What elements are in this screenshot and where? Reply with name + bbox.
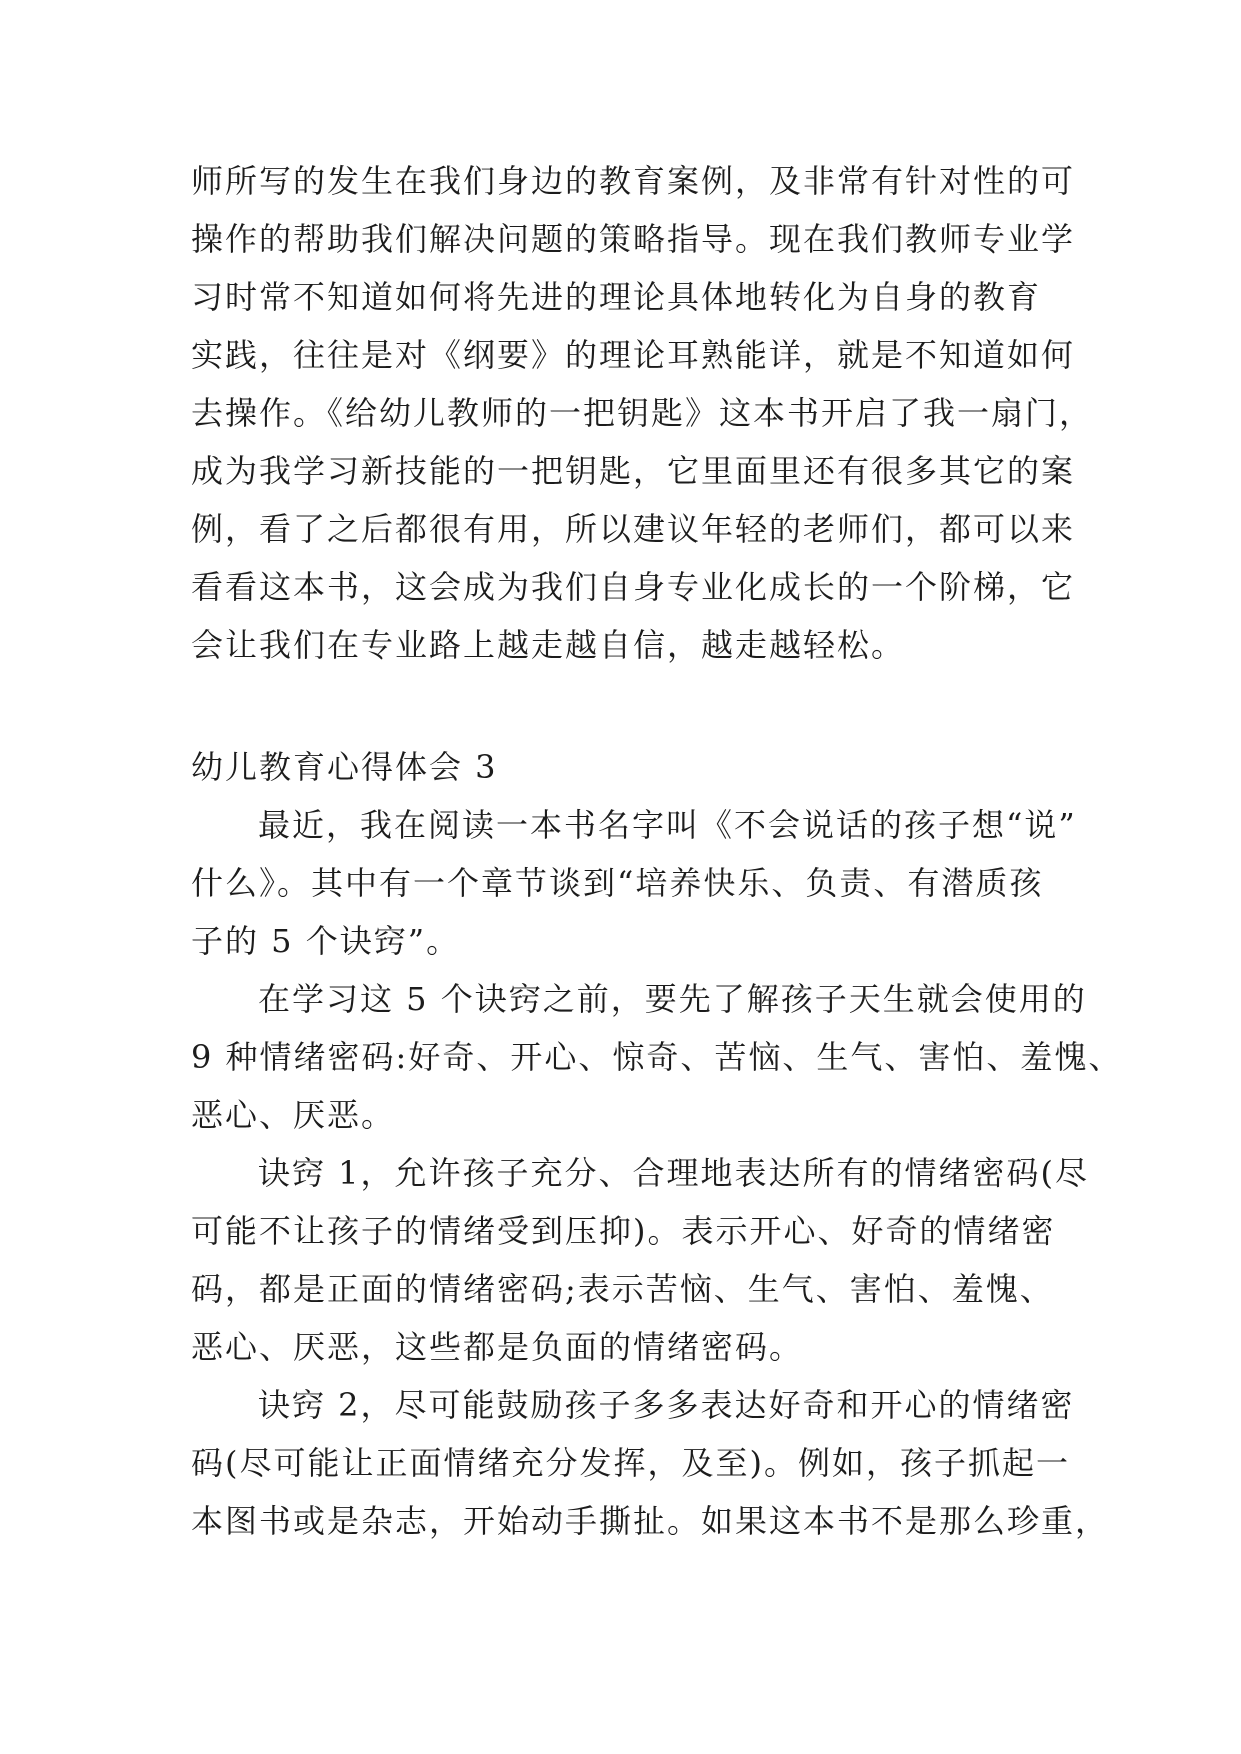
text-line: 例，看了之后都很有用，所以建议年轻的老师们，都可以来 [191,510,1076,548]
text-line: 9 种情绪密码:好奇、开心、惊奇、苦恼、生气、害怕、羞愧、 [191,1038,1123,1076]
section-body [191,796,1123,1550]
text-line: 会让我们在专业路上越走越自信，越走越轻松。 [191,626,906,664]
text-line: 码，都是正面的情绪密码;表示苦恼、生气、害怕、羞愧、 [191,1270,1054,1308]
text-line: 恶心、厌恶，这些都是负面的情绪密码。 [191,1328,804,1366]
text-line: 恶心、厌恶。 [191,1096,396,1134]
text-line: 成为我学习新技能的一把钥匙，它里面里还有很多其它的案 [191,452,1076,490]
paragraph-first-line: 在学习这 5 个诀窍之前，要先了解孩子天生就会使用的 [258,980,1087,1018]
text-line: 实践，往往是对《纲要》的理论耳熟能详，就是不知道如何 [191,336,1076,374]
paragraph-first-line: 诀窍 2，尽可能鼓励孩子多多表达好奇和开心的情绪密 [258,1386,1075,1424]
text-line: 什么》。其中有一个章节谈到“培养快乐、负责、有潜质孩 [191,864,1044,902]
text-line: 师所写的发生在我们身边的教育案例，及非常有针对性的可 [191,162,1076,200]
page-body [191,152,1123,1550]
paragraph-first-line: 最近，我在阅读一本书名字叫《不会说话的孩子想“说” [258,806,1077,844]
previous-section-continuation [191,152,1094,674]
text-line: 看看这本书，这会成为我们自身专业化成长的一个阶梯，它 [191,568,1076,606]
text-line: 去操作。《给幼儿教师的一把钥匙》这本书开启了我一扇门， [191,394,1094,432]
text-line: 子的 5 个诀窍”。 [191,922,461,960]
text-line: 操作的帮助我们解决问题的策略指导。现在我们教师专业学 [191,220,1076,258]
paragraph-first-line: 诀窍 1，允许孩子充分、合理地表达所有的情绪密码(尽 [258,1154,1090,1192]
text-line: 码(尽可能让正面情绪充分发挥，及至)。例如，孩子抓起一 [191,1444,1070,1482]
section-heading: 幼儿教育心得体会 3 [191,748,498,786]
text-line: 可能不让孩子的情绪受到压抑)。表示开心、好奇的情绪密 [191,1212,1056,1250]
text-line: 本图书或是杂志，开始动手撕扯。如果这本书不是那么珍重， [191,1502,1110,1540]
text-line: 习时常不知道如何将先进的理论具体地转化为自身的教育 [191,278,1042,316]
